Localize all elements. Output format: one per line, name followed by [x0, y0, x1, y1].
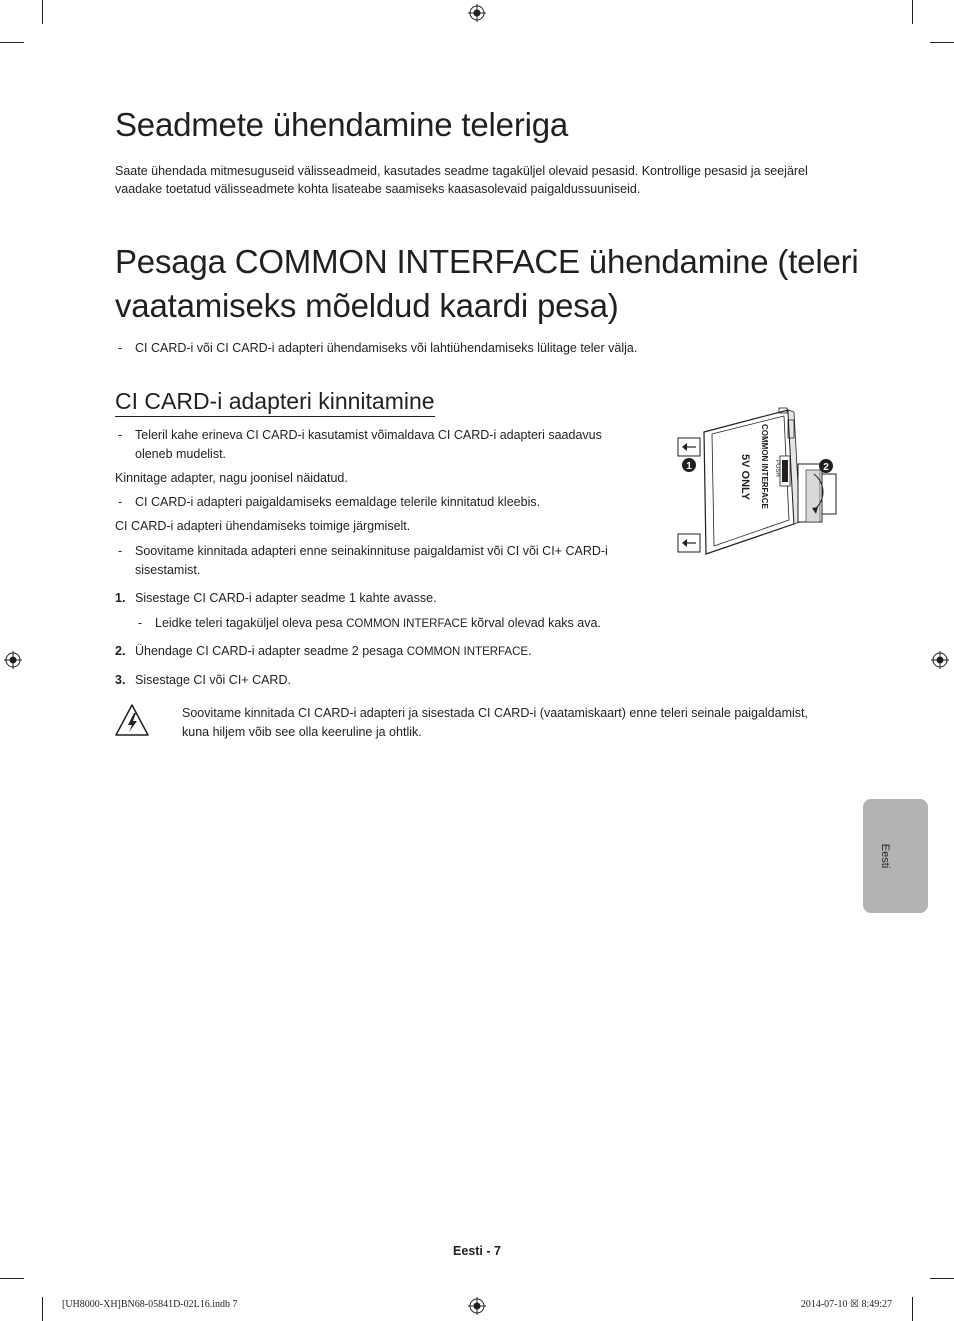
step1-subnote: [155, 614, 601, 633]
page-number: Eesti - 7: [453, 1244, 501, 1258]
crop-mark: [42, 0, 43, 24]
section-heading-line2: vaatamiseks mõeldud kaardi pesa): [115, 287, 619, 324]
bullet2: CI CARD-i adapteri paigaldamiseks eemaldage telerile kinnitatud kleebis.: [135, 495, 541, 509]
section-heading-line1: Pesaga COMMON INTERFACE ühendamine (teleri: [115, 243, 859, 280]
dash-bullet: -: [138, 616, 143, 630]
crop-mark: [930, 1278, 954, 1279]
section-note: CI CARD-i või CI CARD-i adapteri ühendamiseks või lahtiühendamiseks lülitage teler välja.: [135, 341, 638, 355]
callout-2-label: 2: [823, 462, 829, 473]
step2-text-post: .: [528, 644, 532, 658]
bullet1-line2: oleneb mudelist.: [135, 447, 227, 461]
ci-adapter-figure: [676, 404, 842, 560]
warning-line1: Soovitame kinnitada CI CARD-i adapteri ja sisestada CI CARD-i (vaatamiskaart) enne teleri seinale paigaldamist,: [182, 706, 808, 720]
step3-text: Sisestage CI või CI+ CARD.: [135, 673, 291, 687]
text-connect: CI CARD-i adapteri ühendamiseks toimige järgmiselt.: [115, 519, 411, 533]
step3-number: 3.: [115, 673, 126, 687]
step1-number: 1.: [115, 591, 126, 605]
label-5v-only: 5V ONLY: [739, 454, 751, 501]
registration-mark-icon: [931, 651, 949, 669]
crop-mark: [0, 1278, 24, 1279]
label-common-interface: COMMON INTERFACE: [760, 424, 769, 509]
step2-text-term: COMMON INTERFACE: [406, 646, 529, 658]
step1-subnote-post: kõrval olevad kaks ava.: [467, 616, 601, 630]
crop-mark: [42, 1297, 43, 1321]
bullet3-line2: sisestamist.: [135, 563, 201, 577]
intro-paragraph: Saate ühendada mitmesuguseid välisseadmeid, kasutades seadme tagaküljel olevaid pesasid. Kontrollige pesasid ja seejärel vaadake toetatud välisseadmete kohta lisateabe saamiseks kaasasolevaid paigaldussuuniseid.: [115, 164, 808, 196]
registration-mark-icon: [468, 1297, 486, 1315]
dash-bullet: -: [118, 495, 123, 509]
step1-text: Sisestage CI CARD-i adapter seadme 1 kahte avasse.: [135, 591, 437, 605]
subsection-heading: CI CARD-i adapteri kinnitamine: [115, 387, 435, 417]
crop-mark: [0, 42, 24, 43]
crop-mark: [930, 42, 954, 43]
step2-text-pre: Ühendage CI CARD-i adapter seadme 2 pesaga: [135, 644, 407, 658]
label-push: PUSH: [774, 460, 780, 477]
step2-text: [135, 642, 532, 661]
bullet3-line1: Soovitame kinnitada adapteri enne seinakinnituse paigaldamist või CI või CI+ CARD-i: [135, 544, 608, 558]
print-slug-left: [UH8000-XH]BN68-05841D-02L16.indb 7: [62, 1299, 238, 1310]
step1-subnote-term: COMMON INTERFACE: [346, 618, 468, 630]
callout-1-label: 1: [686, 461, 692, 472]
print-slug-right: 2014-07-10 ☒ 8:49:27: [800, 1299, 892, 1310]
dash-bullet: -: [118, 428, 123, 442]
language-side-tab-label: Eesti: [879, 843, 891, 869]
registration-mark-icon: [4, 651, 22, 669]
bullet1-line1: Teleril kahe erineva CI CARD-i kasutamist võimaldava CI CARD-i adapteri saadavus: [135, 428, 602, 442]
section-heading: [115, 240, 875, 328]
step1-subnote-pre: Leidke teleri tagaküljel oleva pesa: [155, 616, 347, 630]
language-side-tab: [863, 799, 928, 913]
page-title: Seadmete ühendamine teleriga: [115, 106, 569, 143]
crop-mark: [912, 1297, 913, 1321]
text-attach: Kinnitage adapter, nagu joonisel näidatud.: [115, 471, 348, 485]
crop-mark: [912, 0, 913, 24]
registration-mark-icon: [468, 4, 486, 22]
dash-bullet: -: [118, 544, 123, 558]
warning-icon: [114, 703, 150, 737]
dash-bullet: -: [118, 341, 123, 355]
warning-line2: kuna hiljem võib see olla keeruline ja ohtlik.: [182, 725, 422, 739]
step2-number: 2.: [115, 644, 126, 658]
